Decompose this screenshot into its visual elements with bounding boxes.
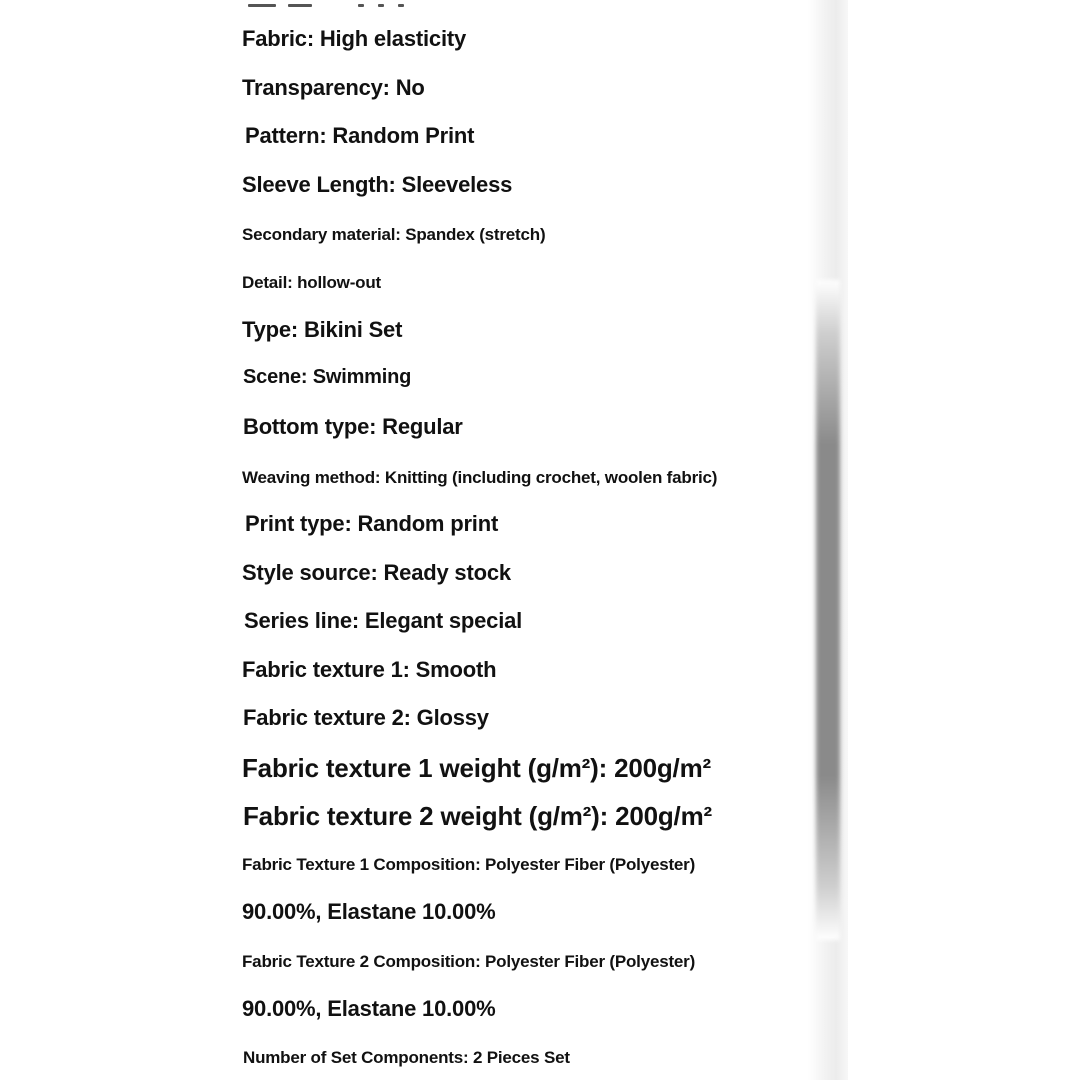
spec-fabric-texture-2-composition: Fabric Texture 2 Composition: Polyester Fiber (Polyester)	[242, 952, 696, 971]
spec-style-source: Style source: Ready stock	[242, 560, 511, 585]
spec-detail: Detail: hollow-out	[242, 273, 381, 292]
spec-weaving-method: Weaving method: Knitting (including crochet, woolen fabric)	[242, 468, 718, 487]
spec-type: Type: Bikini Set	[242, 317, 403, 342]
spec-fabric: Fabric: High elasticity	[242, 26, 467, 51]
spec-transparency: Transparency: No	[242, 75, 425, 100]
spec-secondary-material: Secondary material: Spandex (stretch)	[242, 225, 546, 244]
spec-fabric-texture-1-composition: Fabric Texture 1 Composition: Polyester Fiber (Polyester)	[242, 855, 696, 874]
spec-series-line: Series line: Elegant special	[244, 608, 523, 633]
spec-sleeve-length: Sleeve Length: Sleeveless	[242, 172, 513, 197]
spec-fabric-texture-2-composition-cont: 90.00%, Elastane 10.00%	[242, 996, 496, 1021]
spec-fabric-texture-2-weight: Fabric texture 2 weight (g/m²): 200g/m²	[243, 801, 712, 831]
cropped-text-fragment	[248, 2, 408, 8]
spec-fabric-texture-1-weight: Fabric texture 1 weight (g/m²): 200g/m²	[242, 753, 711, 783]
spec-fabric-texture-2: Fabric texture 2: Glossy	[243, 705, 489, 730]
spec-print-type: Print type: Random print	[245, 511, 499, 536]
spec-scene: Scene: Swimming	[243, 366, 412, 388]
spec-set-components: Number of Set Components: 2 Pieces Set	[243, 1048, 570, 1067]
scrollbar[interactable]	[816, 280, 840, 940]
spec-fabric-texture-1-composition-cont: 90.00%, Elastane 10.00%	[242, 899, 496, 924]
spec-fabric-texture-1: Fabric texture 1: Smooth	[242, 657, 497, 682]
spec-bottom-type: Bottom type: Regular	[243, 414, 463, 439]
spec-pattern: Pattern: Random Print	[245, 123, 475, 148]
